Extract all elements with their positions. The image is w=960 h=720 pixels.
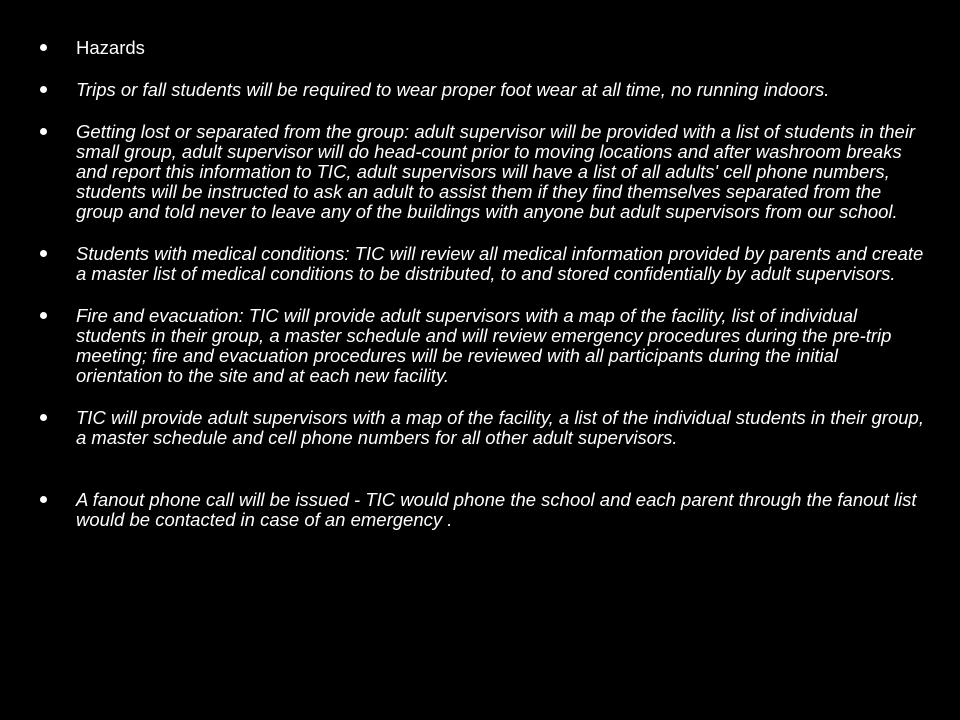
bullet-dot-icon <box>40 250 47 257</box>
bullet-item-fanout-call <box>0 490 960 530</box>
bullet-text: Getting lost or separated from the group: adult supervisor will be provided with a list of students in their small group, adult supervisor will do head-count prior to moving locations and after washroom breaks and report this information to TIC, adult supervisors will have a list of all adults' cell phone numbers, students will be instructed to ask an adult to assist them if they find themselves separated from the group and told never to leave any of the buildings with anyone but adult supervisors from our school. <box>76 121 916 222</box>
bullet-list <box>0 38 960 552</box>
bullet-item-tic-provides <box>0 408 960 448</box>
bullet-dot-icon <box>40 86 47 93</box>
bullet-text: Students with medical conditions: TIC will review all medical information provided by parents and create a master list of medical conditions to be distributed, to and stored confidentially by adult supervisors. <box>76 243 924 284</box>
bullet-text: TIC will provide adult supervisors with a map of the facility, a list of the individual students in their group, a master schedule and cell phone numbers for all other adult supervisors. <box>76 407 924 448</box>
bullet-item-fire-evacuation <box>0 306 960 386</box>
bullet-item-hazards <box>0 38 960 58</box>
bullet-dot-icon <box>40 496 47 503</box>
bullet-dot-icon <box>40 44 47 51</box>
bullet-dot-icon <box>40 414 47 421</box>
bullet-item-getting-lost <box>0 122 960 222</box>
bullet-text: A fanout phone call will be issued - TIC would phone the school and each parent through the fanout list would be contacted in case of an emergency . <box>76 489 917 530</box>
bullet-item-medical-conditions <box>0 244 960 284</box>
bullet-text: Trips or fall students will be required to wear proper foot wear at all time, no running indoors. <box>76 79 830 100</box>
bullet-dot-icon <box>40 312 47 319</box>
bullet-text: Hazards <box>76 37 145 58</box>
bullet-dot-icon <box>40 128 47 135</box>
bullet-text: Fire and evacuation: TIC will provide adult supervisors with a map of the facility, list of individual students in their group, a master schedule and will review emergency procedures during the pre-trip meeting; fire and evacuation procedures will be reviewed with all participants during the initial orientation to the site and at each new facility. <box>76 305 892 386</box>
bullet-item-trips-or-falls <box>0 80 960 100</box>
